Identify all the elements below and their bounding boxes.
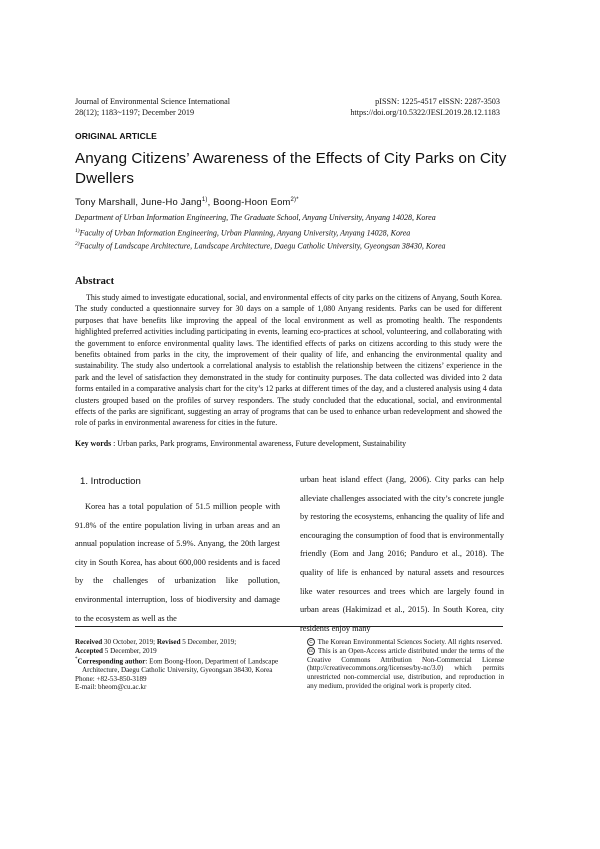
intro-column-left: Korea has a total population of 51.5 million people with 91.8% of the entire population living in urban areas and an annual population increase of 5.9%. Anyang, the 20th largest city in South Korea, has about 600,000 residents and is faced by the challenges of urbanization like pollution, environmental interruption, loss of biodiversity and damage to the ecosystem as well as the	[75, 502, 280, 623]
revised-label: Revised	[156, 638, 181, 646]
article-type: ORIGINAL ARTICLE	[75, 131, 157, 141]
affiliation-text: Faculty of Urban Information Engineering, Urban Planning, Anyang University, Anyang 14028, Korea	[79, 228, 411, 238]
issn: pISSN: 1225-4517 eISSN: 2287-3503	[375, 97, 500, 106]
accepted-date: 5 December, 2019	[102, 646, 157, 655]
accepted-label: Accepted	[75, 646, 103, 655]
footer-divider	[75, 626, 503, 627]
open-access-line	[307, 647, 504, 691]
creative-commons-icon: cc	[308, 648, 314, 654]
received-date: 30 October, 2019;	[102, 638, 157, 646]
keywords	[75, 438, 505, 449]
author-line	[75, 196, 299, 207]
received-label: Received	[75, 638, 103, 646]
corr-asterisk: *	[75, 656, 78, 662]
affiliation-0	[75, 213, 525, 223]
revised-date: 5 December, 2019;	[180, 638, 237, 646]
author-sup-1: 1)	[201, 196, 208, 203]
keywords-label: Key words	[75, 439, 112, 448]
section-heading-introduction: 1. Introduction	[80, 476, 141, 487]
journal-name: Journal of Environmental Science International	[75, 97, 231, 106]
abstract-body: This study aimed to investigate educational, social, and environmental effects of city parks on the citizens of Anyang, South Korea. The study conducted a questionnaire survey for 30 days on a sample of 1,080 Anyang residents. Parks can be used for different purposes that have benefits like improving the appeal of the local environment as well as promoting health. The respondents highlighted preferred activities including participating in events, learning eco-practices at school, volunteering, and collaborating with the government to enforce environmental quality laws. The identified effects of parks on citizens according to this study were the benefits obtained from parks in the city, the improvement of their quality of life, and enhancing the environmental quality and sustainability. The study also undertook a correlational analysis to establish the relationship between the citizens’ experience in the park and the level of satisfaction they demonstrated in the study for continuity purposes. The data collected was divided into 2 data forms entailed in a comparative analysis chart for the city’s 12 parks at different times of the day, and a clustered analysis using 4 data clusters grouped based on the profiles of survey responders. The study concluded that the educational, social, and environmental effects of the parks are significant, suggesting an array of programs that can be used to enhance urban redevelopment and showed the role of parks in environmental awareness for cities in the future.	[75, 293, 502, 428]
dates-line-2	[75, 647, 295, 656]
doi[interactable]: https://doi.org/10.5322/JESI.2019.28.12.1183	[350, 108, 500, 117]
affiliation-text: Department of Urban Information Engineering, The Graduate School, Anyang University, Anyang 14028, Korea	[75, 213, 436, 222]
affiliation-text: Faculty of Landscape Architecture, Landscape Architecture, Daegu Catholic University, Gyeongsan 38430, Korea	[79, 241, 446, 251]
open-access-text: This is an Open-Access article distributed under the terms of the Creative Commons Attribution Non-Commercial License (http://creativecommons.org/licenses/by-nc/3.0) which permits unrestricted non-commercial use, distribution, and reproduction in any medium, provided the original work is properly cited.	[307, 646, 504, 690]
affiliation-sup: 2)	[75, 241, 80, 247]
corr-label: Corresponding author	[77, 656, 146, 665]
intro-column-right: urban heat island effect (Jang, 2006). City parks can help alleviate challenges associated with the city’s concrete jungle by restoring the ecosystems, enhancing the quality of life and encouraging the consumption of food that is environmentally friendly (Eom and Jang 2016; Panduro et al., 2018). The quality of life is enhanced by natural assets and resources like water resources and trees which are largely found in urban areas (Hakimizad et al., 2015). In South Korea, city residents enjoy many	[300, 475, 504, 633]
author-names-1: Tony Marshall, June-Ho Jang	[75, 196, 202, 207]
author-sup-2: 2)*	[290, 196, 299, 203]
dates-line-1	[75, 638, 295, 647]
copyright-text: The Korean Environmental Sciences Society. All rights reserved.	[316, 638, 503, 646]
affiliation-2	[75, 239, 525, 252]
email[interactable]: E-mail: bheom@cu.ac.kr	[75, 683, 147, 692]
copyright-line	[307, 638, 504, 647]
license-notice	[307, 638, 504, 691]
volume-line: 28(12); 1183~1197; December 2019	[75, 108, 195, 117]
journal-identifiers	[240, 96, 500, 118]
article-history	[75, 638, 295, 692]
copyright-icon: C	[307, 638, 315, 646]
author-names-2: , Boong-Hoon Eom	[207, 196, 291, 207]
affiliation-sup: 1)	[75, 228, 80, 234]
affiliation-1	[75, 226, 525, 239]
keywords-list: : Urban parks, Park programs, Environmental awareness, Future development, Sustainability	[111, 439, 407, 448]
phone: Phone: +82-53-850-3189	[75, 674, 147, 683]
abstract-heading: Abstract	[75, 276, 115, 287]
corresponding-author	[75, 656, 295, 675]
corr-address: Architecture, Daegu Catholic University, Gyeongsan 38430, Korea	[82, 665, 273, 674]
paper-title: Anyang Citizens’ Awareness of the Effects of City Parks on City Dwellers	[75, 150, 507, 187]
corr-text: : Eom Boong-Hoon, Department of Landscape	[145, 656, 279, 665]
